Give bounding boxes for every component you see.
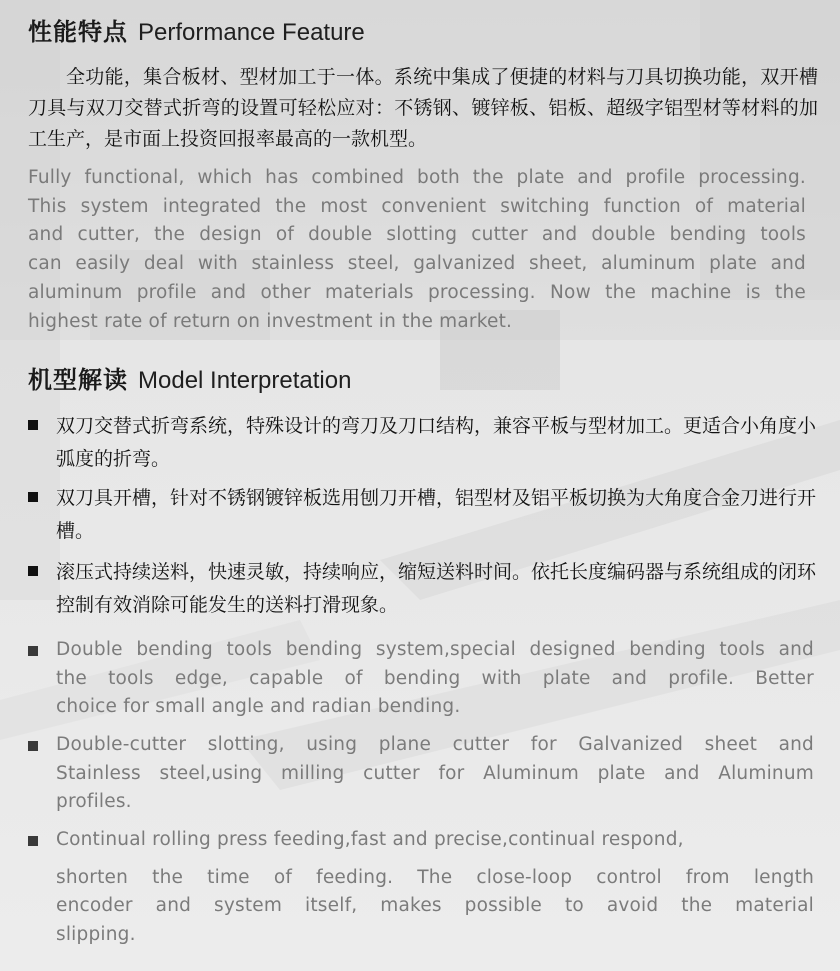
bullet-text-zh: 滚压式持续送料，快速灵敏，持续响应，缩短送料时间。依托长度编码器与系统组成的闭环控制有效消除可能发生的送料打滑现象。 <box>56 561 817 616</box>
bullet-en-line: slipping. <box>56 924 136 946</box>
performance-text-en <box>28 164 806 336</box>
performance-en-line: highest rate of return on investment in the market. <box>28 310 513 332</box>
performance-text-zh: 全功能，集合板材、型材加工于一体。系统中集成了便捷的材料与刀具切换功能，双开槽刀具与双刀交替式折弯的设置可轻松应对：不锈钢、镀锌板、铝板、超级字铝型材等材料的加工生产，是市面上投资回报率最高的一款机型。 <box>28 66 818 150</box>
bullet-en-line: Stainless steel,using milling cutter for Aluminum plate and Aluminum <box>56 762 814 784</box>
performance-heading <box>28 12 365 47</box>
bullet-text-en <box>56 826 814 950</box>
bullet-text-zh: 双刀具开槽，针对不锈钢镀锌板选用刨刀开槽，铝型材及铝平板切换为大角度合金刀进行开槽。 <box>56 487 817 542</box>
list-item <box>28 636 818 722</box>
list-item <box>28 556 818 622</box>
bullet-en-line: the tools edge, capable of bending with plate and profile. Better <box>56 667 814 689</box>
bullet-en-line: Continual rolling press feeding,fast and precise,continual respond, <box>56 829 684 850</box>
list-item <box>28 826 818 950</box>
performance-en-line: aluminum profile and other materials processing. Now the machine is the <box>28 281 806 303</box>
bullet-square-icon <box>28 646 38 656</box>
performance-en-line: can easily deal with stainless steel, galvanized sheet, aluminum plate and <box>28 253 806 275</box>
bullet-en-line: profiles. <box>56 791 132 813</box>
performance-en-line: and cutter, the design of double slotting cutter and double bending tools <box>28 224 806 246</box>
model-title-en: Model Interpretation <box>138 367 352 394</box>
bullet-en-line: choice for small angle and radian bending. <box>56 696 461 718</box>
list-item <box>28 731 818 817</box>
bullet-square-icon <box>28 492 38 502</box>
bullet-square-icon <box>28 836 38 846</box>
model-heading <box>28 360 351 395</box>
model-title-zh: 机型解读 <box>28 366 128 394</box>
bullet-en-line: Double bending tools bending system,special designed bending tools and <box>56 639 814 660</box>
bullet-text-zh: 双刀交替式折弯系统，特殊设计的弯刀及刀口结构，兼容平板与型材加工。更适合小角度小弧度的折弯。 <box>56 415 817 470</box>
list-item <box>28 482 818 548</box>
performance-title-zh: 性能特点 <box>28 18 128 46</box>
bullet-en-line: shorten the time of feeding. The close-loop control from length <box>56 866 814 888</box>
list-item <box>28 410 818 476</box>
bullet-text-en <box>56 731 814 817</box>
bullet-square-icon <box>28 566 38 576</box>
performance-en-line: Fully functional, which has combined both the plate and profile processing. <box>28 167 806 188</box>
bullet-en-line: encoder and system itself, makes possible to avoid the material <box>56 895 814 917</box>
performance-en-line: This system integrated the most convenient switching function of material <box>28 195 806 217</box>
bullet-square-icon <box>28 741 38 751</box>
performance-title-en: Performance Feature <box>138 19 365 46</box>
bullet-square-icon <box>28 420 38 430</box>
bullet-en-line: Double-cutter slotting, using plane cutter for Galvanized sheet and <box>56 734 814 755</box>
bullet-text-en <box>56 636 814 722</box>
